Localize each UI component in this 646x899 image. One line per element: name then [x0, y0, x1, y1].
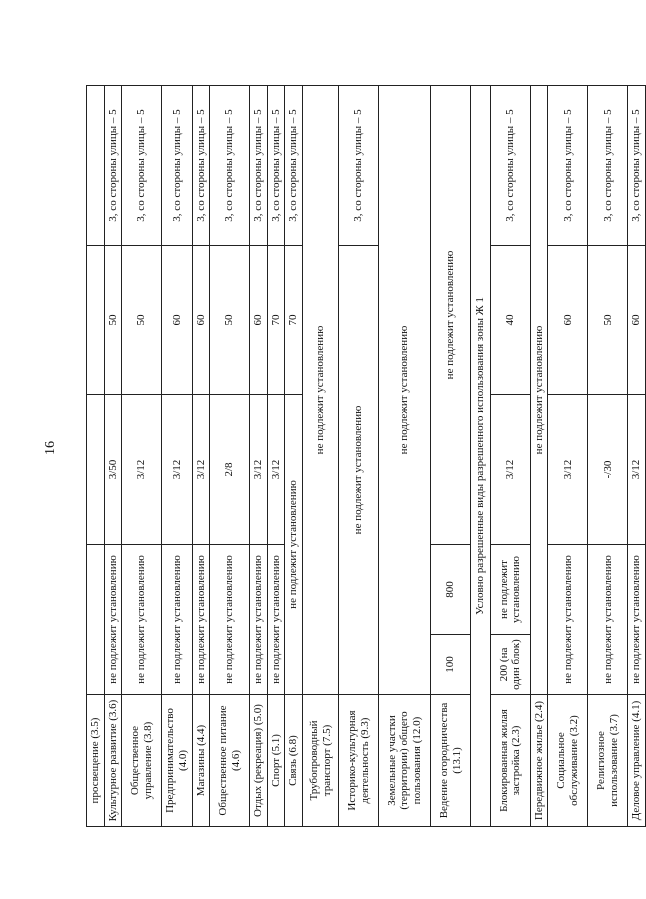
table-container: [86, 86, 643, 827]
table-cell: 3/12: [267, 395, 285, 545]
table-cell: не подлежит установлению: [192, 545, 210, 695]
table-cell: 60: [192, 246, 210, 395]
table-cell: не подлежит установлению: [104, 545, 122, 695]
table-cell-name: Культурное развитие (3.6): [104, 695, 122, 827]
table-cell-name: Общественное управление (3.8): [122, 695, 162, 827]
table-cell: 50: [104, 246, 122, 395]
table-cell-name: Отдых (рекреация) (5.0): [250, 695, 268, 827]
table-cell: 60: [628, 246, 646, 395]
table-cell: 50: [210, 246, 250, 395]
table-cell-name: Предпринимательство (4.0): [162, 695, 192, 827]
table-row: [431, 86, 471, 827]
table-row: [285, 86, 303, 827]
table-cell: 3, со стороны улицы – 5: [162, 86, 192, 246]
table-cell: -/30: [588, 395, 628, 545]
table-cell-name: Религиозное использование (3.7): [588, 695, 628, 827]
table-cell-name: Историко-культурная деятельность (9.3): [339, 695, 379, 827]
table-cell: 3, со стороны улицы – 5: [192, 86, 210, 246]
table-cell-name: Деловое управление (4.1): [628, 695, 646, 827]
table-row: [250, 86, 268, 827]
table-cell: 3/12: [162, 395, 192, 545]
table-cell: не подлежит установлению: [431, 86, 471, 545]
table-cell: 60: [250, 246, 268, 395]
table-row: [267, 86, 285, 827]
table-cell: 2/8: [210, 395, 250, 545]
table-cell: не подлежит установлению: [490, 545, 530, 635]
table-cell-name: Социальное обслуживание (3.2): [548, 695, 588, 827]
table-row: [303, 86, 339, 827]
table-cell-name: Передвижное жилье (2.4): [530, 695, 548, 827]
table-cell: 60: [162, 246, 192, 395]
table-cell: 70: [267, 246, 285, 395]
table-row: [490, 86, 530, 827]
table-cell: 3, со стороны улицы – 5: [628, 86, 646, 246]
table-cell: [87, 86, 105, 246]
table-cell: 3, со стороны улицы – 5: [548, 86, 588, 246]
table-cell: 50: [122, 246, 162, 395]
table-cell: 3, со стороны улицы – 5: [490, 86, 530, 246]
table-row: [588, 86, 628, 827]
table-cell-name: просвещение (3.5): [87, 695, 105, 827]
table-cell: 3, со стороны улицы – 5: [122, 86, 162, 246]
table-cell: [87, 246, 105, 395]
table-cell: Условно разрешенные виды разрешенного использования зоны Ж 1: [471, 86, 491, 827]
table-cell: не подлежит установлению: [122, 545, 162, 695]
table-row: [530, 86, 548, 827]
table-row: [162, 86, 192, 827]
table-row: [548, 86, 588, 827]
table-cell: не подлежит установлению: [588, 545, 628, 695]
table-cell: 60: [548, 246, 588, 395]
table-cell: не подлежит установлению: [210, 545, 250, 695]
table-cell-name: Ведение огородничества (13.1): [431, 695, 471, 827]
table-cell: не подлежит установлению: [548, 545, 588, 695]
table-row: [339, 86, 379, 827]
table-cell: 3, со стороны улицы – 5: [267, 86, 285, 246]
table-cell: не подлежит установлению: [162, 545, 192, 695]
table-cell: 800: [431, 545, 471, 635]
table-cell: 3/50: [104, 395, 122, 545]
table-cell-name: Трубопроводный транспорт (7.5): [303, 695, 339, 827]
table-cell-name: Спорт (5.1): [267, 695, 285, 827]
table-cell-name: Магазины (4.4): [192, 695, 210, 827]
table-cell: 3/12: [548, 395, 588, 545]
table-cell: 3, со стороны улицы – 5: [104, 86, 122, 246]
section-header-row: [471, 86, 491, 827]
table-cell: 200 (на один блок): [490, 635, 530, 695]
table-cell: 100: [431, 635, 471, 695]
table-cell: 3/12: [122, 395, 162, 545]
table-cell: 50: [588, 246, 628, 395]
table-cell: 3, со стороны улицы – 5: [285, 86, 303, 246]
table-cell: 70: [285, 246, 303, 395]
page-number: 16: [43, 441, 58, 455]
table-row: [192, 86, 210, 827]
table-cell: не подлежит установлению: [250, 545, 268, 695]
table-cell: 3, со стороны улицы – 5: [588, 86, 628, 246]
table-cell: [87, 395, 105, 545]
table-cell: не подлежит установлению: [379, 86, 431, 695]
table-cell-name: Общественное питание (4.6): [210, 695, 250, 827]
table-cell-name: Блокированная жилая застройка (2.3): [490, 695, 530, 827]
table-cell: 40: [490, 246, 530, 395]
table-cell: 3, со стороны улицы – 5: [210, 86, 250, 246]
rotated-table: [86, 86, 643, 827]
table-cell: [87, 545, 105, 695]
table-cell: не подлежит установлению: [285, 395, 303, 695]
table-cell-name: Земельные участки (территории) общего пользования (12.0): [379, 695, 431, 827]
table-cell: не подлежит установлению: [267, 545, 285, 695]
table-cell: 3, со стороны улицы – 5: [250, 86, 268, 246]
table-row: [379, 86, 431, 827]
table-row: [87, 86, 105, 827]
table-cell: 3/12: [628, 395, 646, 545]
table-cell: 3/12: [192, 395, 210, 545]
table-cell: не подлежит установлению: [530, 86, 548, 695]
table-row: [122, 86, 162, 827]
table-cell: 3/12: [490, 395, 530, 545]
table-row: [628, 86, 646, 827]
table-cell: 3, со стороны улицы – 5: [339, 86, 379, 246]
table-cell: не подлежит установлению: [339, 246, 379, 695]
table-cell: не подлежит установлению: [303, 86, 339, 695]
table-row: [104, 86, 122, 827]
table-cell-name: Связь (6.8): [285, 695, 303, 827]
zone-regulations-table: [86, 85, 646, 827]
table-cell: 3/12: [250, 395, 268, 545]
table-cell: не подлежит установлению: [628, 545, 646, 695]
table-row: [210, 86, 250, 827]
